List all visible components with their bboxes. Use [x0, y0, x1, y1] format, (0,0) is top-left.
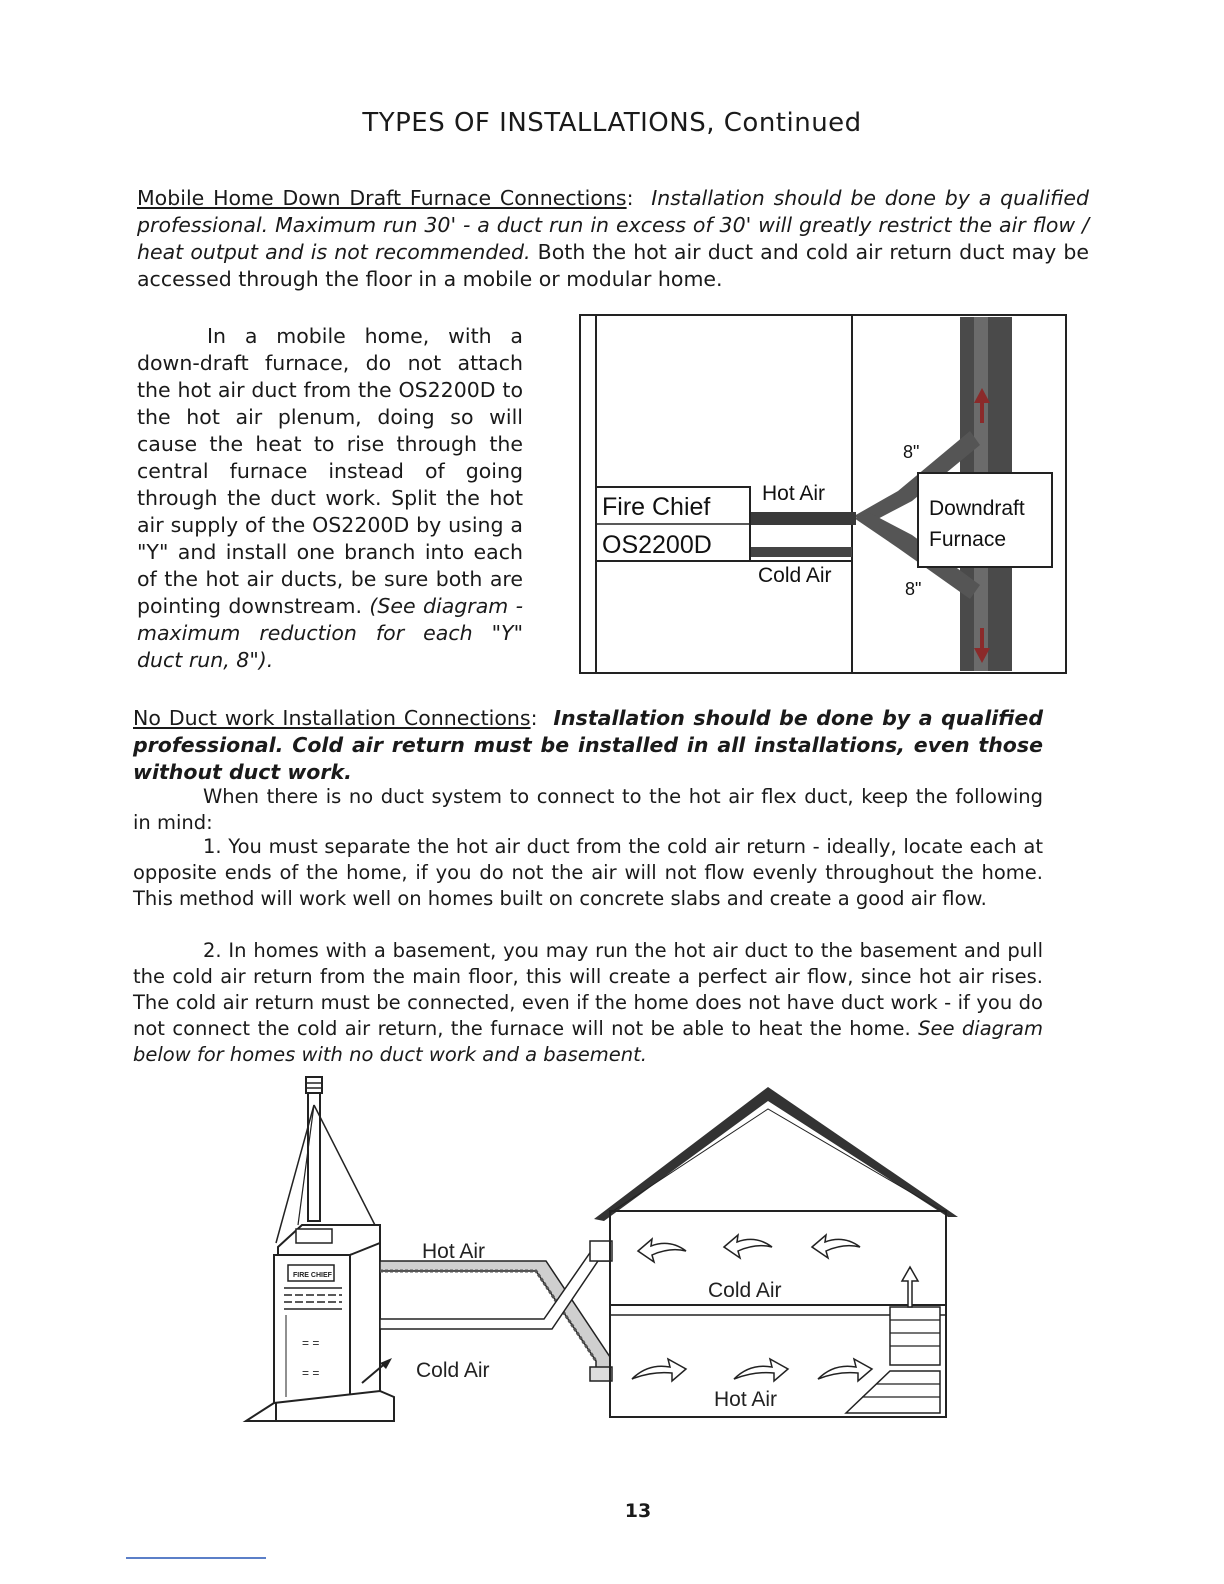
hot-air-arrow-icon	[632, 1359, 686, 1381]
noduct-item2-paragraph	[133, 938, 1043, 1068]
unit-label-line2: OS2200D	[602, 531, 712, 559]
hot-air-arrow-icon	[818, 1359, 872, 1381]
page-title: TYPES OF INSTALLATIONS, Continued	[362, 108, 862, 138]
cold-air-duct	[750, 547, 852, 557]
noduct-item2: 2. In homes with a basement, you may run the hot air duct to the basement and pull the cold air return from the main floor, this will create a perfect air flow, since hot air rises. The cold air return must be connected, even if the home does not have duct work - if you do not connect the cold air return, the furnace will not be able to heat the home.	[133, 939, 1043, 1040]
hot-air-duct	[750, 512, 856, 525]
mobile-section-heading: Mobile Home Down Draft Furnace Connections	[137, 186, 627, 210]
downdraft-furnace-box	[918, 473, 1052, 567]
cold-air-label: Cold Air	[758, 564, 832, 587]
mobile-side-text: In a mobile home, with a down-draft furnace, do not attach the hot air duct from the OS2200D to the hot air plenum, doing so will cause the heat to rise through the central furnace instead of going through the duct work. Split the hot air supply of the OS2200D by using a "Y" and install one branch into each of the hot air ducts, be sure both are pointing downstream.	[137, 324, 523, 618]
up-flow-arrow-icon	[902, 1267, 918, 1307]
furnace-badge-text: FIRE CHIEF	[293, 1272, 332, 1279]
mobile-side-paragraph	[137, 323, 523, 674]
noduct-item2-note: See diagram below for homes with no duct work and a basement.	[133, 1017, 1043, 1066]
furnace-side	[350, 1243, 380, 1403]
house-roof	[594, 1087, 958, 1221]
basement-installation-diagram	[240, 1075, 970, 1435]
hot-air-label: Hot Air	[762, 482, 826, 505]
hot-air-duct-label: Hot Air	[422, 1240, 486, 1263]
cold-air-arrow-icon	[812, 1235, 860, 1258]
noduct-item1-paragraph	[133, 834, 1043, 912]
dimension-top-label: 8"	[903, 442, 920, 462]
basement-stairs-upper	[890, 1307, 940, 1365]
mobile-section-paragraph: Mobile Home Down Draft Furnace Connections: Installation should be done by a qualified professional. Maximum run 30' - a duct run in excess of 30' will greatly restrict the air flow / heat output and is not recommended. Both the hot air duct and cold air return duct may be accessed through the floor in a mobile or modular home.	[137, 186, 1090, 291]
cold-air-room-label: Cold Air	[708, 1279, 782, 1302]
noduct-intro-paragraph	[133, 784, 1043, 836]
noduct-item1: 1. You must separate the hot air duct from the cold air return - ideally, locate each at opposite ends of the home, if you do not the air will not flow evenly throughout the home. This method will work well on homes built on concrete slabs and create a good air flow.	[133, 835, 1043, 910]
noduct-heading-paragraph: No Duct work Installation Connections: Installation should be done by a qualified professional. Cold air return must be installed in all installations, even those without duct work.	[133, 706, 1043, 784]
mobile-side-note: (See diagram - maximum reduction for each "Y" duct run, 8").	[137, 594, 523, 672]
unit-label-line1: Fire Chief	[602, 493, 711, 521]
hot-air-room-label: Hot Air	[714, 1388, 778, 1411]
cold-air-arrow-icon	[724, 1235, 772, 1258]
noduct-intro: When there is no duct system to connect to the hot air flex duct, keep the following in mind:	[133, 785, 1043, 834]
noduct-warning: Installation should be done by a qualified professional. Cold air return must be installed in all installations, even those without duct work.	[133, 706, 1043, 784]
svg-text:= =: = =	[302, 1336, 320, 1350]
footer-rule	[126, 1557, 266, 1559]
furnace-label-line1: Downdraft	[929, 497, 1025, 520]
dimension-bottom-label: 8"	[905, 579, 922, 599]
page-number: 13	[624, 1500, 652, 1522]
mobile-section-note: Both the hot air duct and cold air return duct may be accessed through the floor in a mobile or modular home.	[137, 240, 1089, 291]
noduct-heading: No Duct work Installation Connections	[133, 706, 531, 730]
cold-air-duct-label: Cold Air	[416, 1359, 490, 1382]
downdraft-connection-diagram	[578, 313, 1068, 675]
svg-text:= =: = =	[302, 1366, 320, 1380]
hot-air-arrow-icon	[734, 1359, 788, 1381]
mobile-section-warning: Installation should be done by a qualified professional. Maximum run 30' - a duct run in excess of 30' will greatly restrict the air flow / heat output and is not recommended.	[137, 186, 1090, 264]
cold-air-arrow-icon	[638, 1239, 686, 1262]
furnace-label-line2: Furnace	[929, 528, 1007, 551]
chimney-cap	[306, 1077, 322, 1093]
